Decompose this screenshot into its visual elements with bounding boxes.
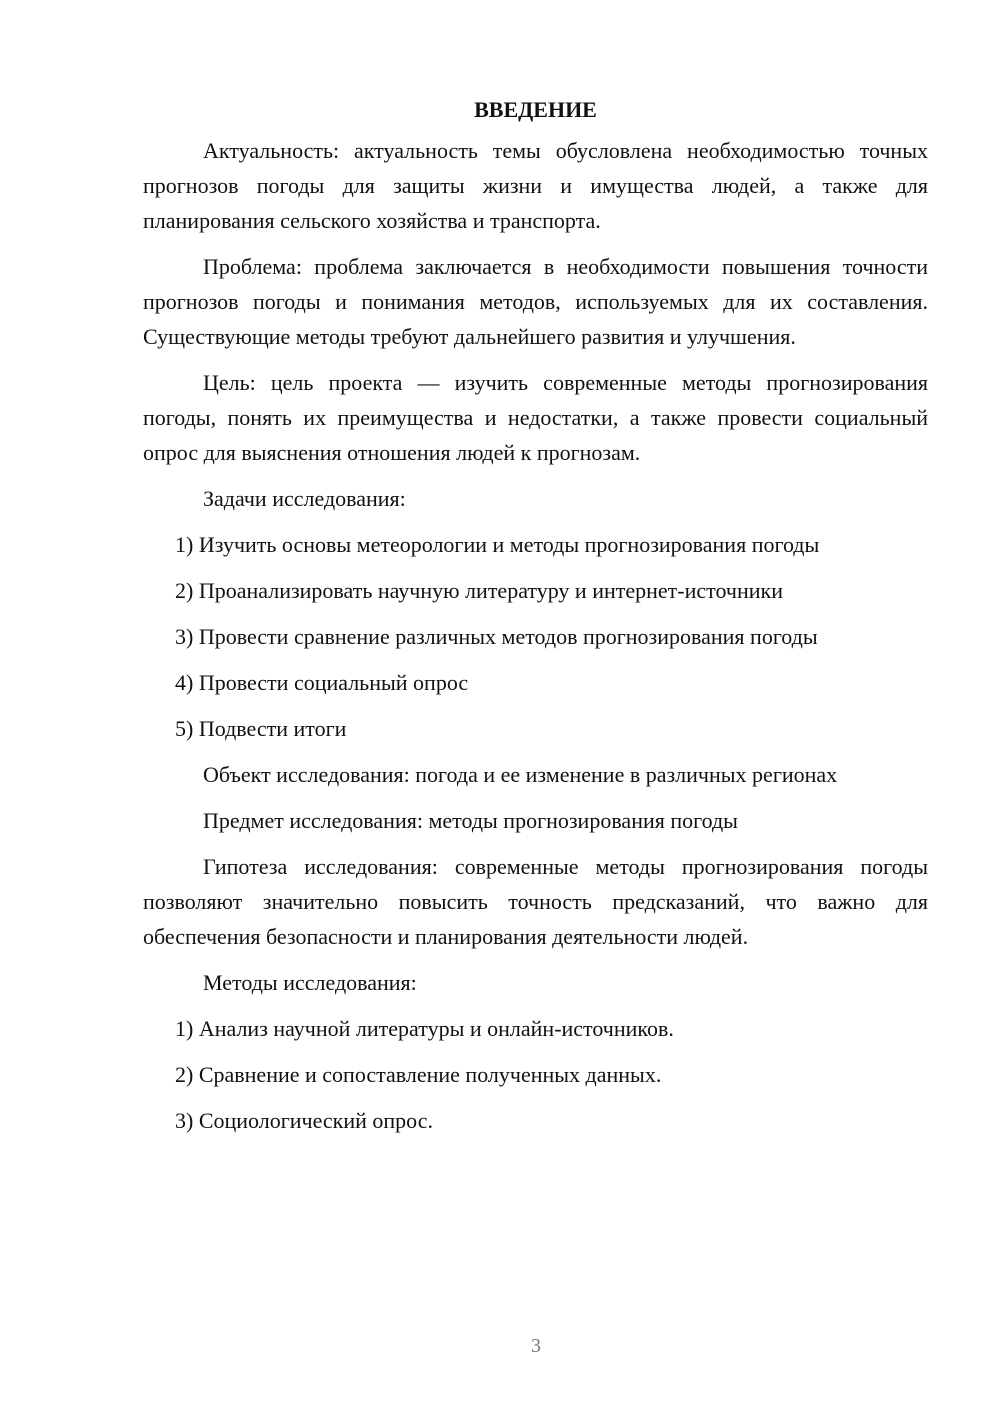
problem-paragraph: Проблема: проблема заключается в необходимости повышения точности прогнозов погоды и понимания методов, используемых для их составления. Существующие методы требуют дальнейшего развития и улучшения.	[143, 254, 928, 349]
research-object: Объект исследования: погода и ее изменение в различных регионах	[203, 762, 838, 787]
method-item-1: 1) Анализ научной литературы и онлайн-источников.	[175, 1016, 674, 1041]
methods-heading: Методы исследования:	[203, 970, 417, 995]
research-subject: Предмет исследования: методы прогнозирования погоды	[203, 808, 738, 833]
task-item-3: 3) Провести сравнение различных методов прогнозирования погоды	[175, 624, 818, 649]
hypothesis-paragraph: Гипотеза исследования: современные методы прогнозирования погоды позволяют значительно повысить точность предсказаний, что важно для обеспечения безопасности и планирования деятельности людей.	[143, 854, 928, 949]
task-item-1: 1) Изучить основы метеорологии и методы прогнозирования погоды	[175, 532, 820, 557]
page-number: 3	[531, 1335, 541, 1357]
page-title: ВВЕДЕНИЕ	[474, 97, 597, 122]
goal-paragraph: Цель: цель проекта — изучить современные методы прогнозирования погоды, понять их преимущества и недостатки, а также провести социальный опрос для выяснения отношения людей к прогнозам.	[143, 370, 928, 465]
task-item-4: 4) Провести социальный опрос	[175, 670, 469, 695]
relevance-paragraph: Актуальность: актуальность темы обусловлена необходимостью точных прогнозов погоды для защиты жизни и имущества людей, а также для планирования сельского хозяйства и транспорта.	[143, 138, 928, 233]
task-item-5: 5) Подвести итоги	[175, 716, 347, 741]
method-item-3: 3) Социологический опрос.	[175, 1108, 433, 1133]
page-content	[143, 92, 928, 1149]
method-item-2: 2) Сравнение и сопоставление полученных данных.	[175, 1062, 662, 1087]
tasks-heading: Задачи исследования:	[203, 486, 406, 511]
task-item-2: 2) Проанализировать научную литературу и интернет-источники	[175, 578, 783, 603]
